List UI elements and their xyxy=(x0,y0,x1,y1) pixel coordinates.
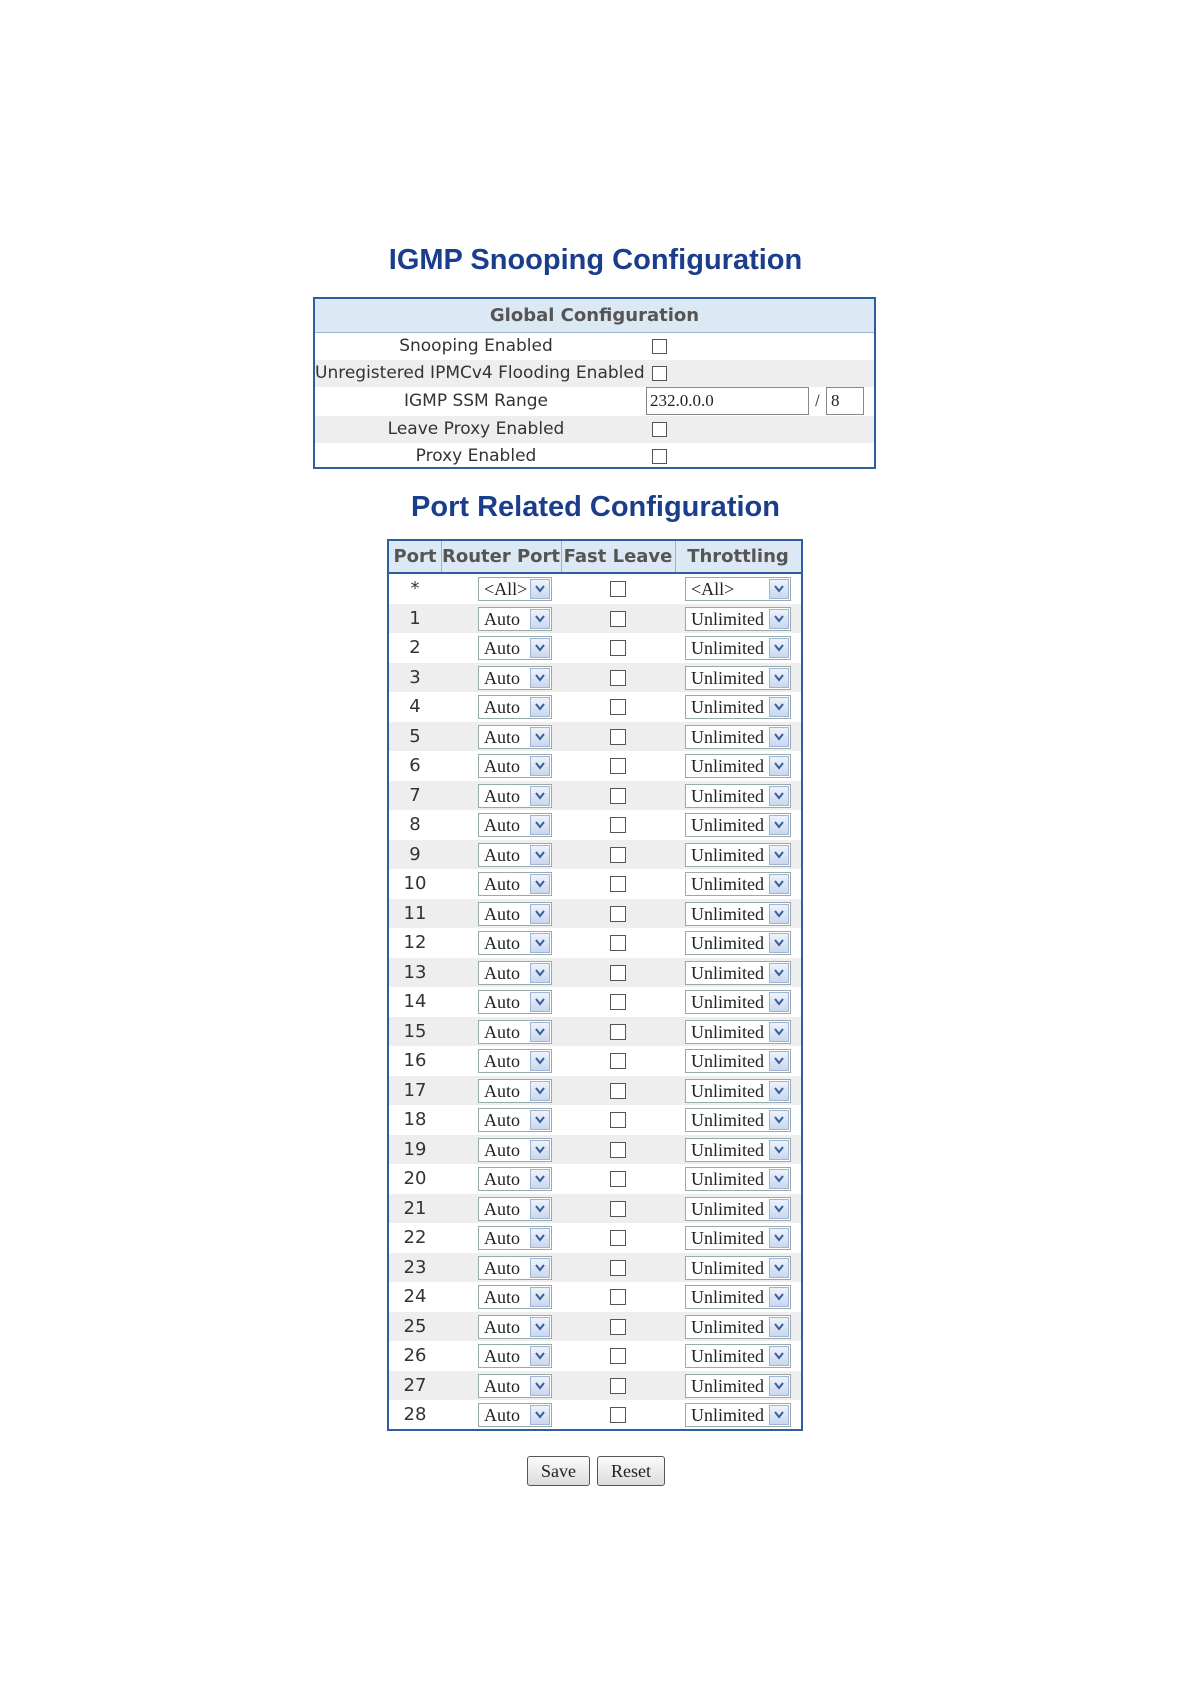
chevron-down-icon[interactable] xyxy=(530,1346,550,1366)
throttling-value: Unlimited xyxy=(691,756,764,776)
chevron-down-icon[interactable] xyxy=(530,609,550,629)
throttling-value: Unlimited xyxy=(691,1021,764,1042)
throttling-select[interactable] xyxy=(685,1315,791,1339)
port-number: 28 xyxy=(403,1404,427,1425)
table-row xyxy=(389,1046,801,1076)
chevron-down-icon[interactable] xyxy=(769,963,789,983)
table-row xyxy=(389,1135,801,1165)
chevron-down-icon[interactable] xyxy=(769,1199,789,1219)
router-port-select[interactable] xyxy=(478,695,552,719)
chevron-down-icon[interactable] xyxy=(530,1228,550,1248)
throttling-value: Unlimited xyxy=(691,697,764,717)
fast-leave-checkbox[interactable] xyxy=(610,729,626,745)
port-number: 20 xyxy=(403,1168,427,1189)
fast-leave-checkbox[interactable] xyxy=(610,1112,626,1128)
router-port-value: Auto xyxy=(484,1021,520,1042)
throttling-select[interactable] xyxy=(685,1049,791,1073)
throttling-value: Unlimited xyxy=(691,1051,764,1071)
proxy-enabled-row xyxy=(315,443,874,470)
table-row xyxy=(389,574,801,604)
fast-leave-checkbox[interactable] xyxy=(610,758,626,774)
chevron-down-icon[interactable] xyxy=(769,1081,789,1101)
port-number: 21 xyxy=(403,1197,427,1219)
router-port-select[interactable] xyxy=(478,784,552,808)
router-port-value: Auto xyxy=(484,1080,520,1101)
table-row xyxy=(389,899,801,929)
table-row xyxy=(389,633,801,663)
chevron-down-icon[interactable] xyxy=(530,904,550,924)
chevron-down-icon[interactable] xyxy=(530,1258,550,1278)
router-port-value: Auto xyxy=(484,874,520,894)
fast-leave-checkbox[interactable] xyxy=(610,699,626,715)
table-row xyxy=(389,1371,801,1401)
chevron-down-icon[interactable] xyxy=(769,874,789,894)
throttling-select[interactable] xyxy=(685,725,791,749)
throttling-value: Unlimited xyxy=(691,1316,764,1337)
chevron-down-icon[interactable] xyxy=(769,1228,789,1248)
table-row xyxy=(389,604,801,634)
router-port-value: Auto xyxy=(484,1257,520,1278)
chevron-down-icon[interactable] xyxy=(530,727,550,747)
port-number: * xyxy=(410,578,420,599)
throttling-value: Unlimited xyxy=(691,815,764,835)
router-port-value: Auto xyxy=(484,608,520,629)
chevron-down-icon[interactable] xyxy=(769,756,789,776)
table-row xyxy=(389,692,801,722)
chevron-down-icon[interactable] xyxy=(769,1051,789,1071)
throttling-value: Unlimited xyxy=(691,844,764,865)
fast-leave-checkbox[interactable] xyxy=(610,906,626,922)
global-configuration-header: Global Configuration xyxy=(315,299,874,333)
throttling-value: Unlimited xyxy=(691,1287,764,1307)
fast-leave-checkbox[interactable] xyxy=(610,1053,626,1069)
chevron-down-icon[interactable] xyxy=(530,933,550,953)
port-number: 1 xyxy=(409,607,421,629)
router-port-select[interactable] xyxy=(478,961,552,985)
throttling-value: Unlimited xyxy=(691,1257,764,1278)
throttling-select[interactable] xyxy=(685,754,791,778)
table-row xyxy=(389,869,801,899)
ssm-prefix-input[interactable]: 8 xyxy=(826,387,864,415)
router-port-value: Auto xyxy=(484,667,520,688)
throttling-select[interactable] xyxy=(685,843,791,867)
fast-leave-checkbox[interactable] xyxy=(610,1348,626,1364)
throttling-select[interactable] xyxy=(685,636,791,660)
proxy-enabled-label: Proxy Enabled xyxy=(415,446,537,466)
throttling-select[interactable] xyxy=(685,1256,791,1280)
router-port-select[interactable] xyxy=(478,636,552,660)
table-row xyxy=(389,987,801,1017)
ssm-range-row xyxy=(315,387,874,416)
throttling-select[interactable] xyxy=(685,931,791,955)
chevron-down-icon[interactable] xyxy=(769,609,789,629)
throttling-select[interactable] xyxy=(685,813,791,837)
port-number: 26 xyxy=(403,1345,427,1366)
global-configuration-table xyxy=(313,297,876,469)
fast-leave-checkbox[interactable] xyxy=(610,640,626,656)
leave-proxy-label: Leave Proxy Enabled xyxy=(387,419,565,439)
table-row xyxy=(389,781,801,811)
fast-leave-checkbox[interactable] xyxy=(610,1319,626,1335)
throttling-value: Unlimited xyxy=(691,726,764,747)
throttling-select[interactable] xyxy=(685,1226,791,1250)
save-button[interactable]: Save xyxy=(527,1456,590,1486)
chevron-down-icon[interactable] xyxy=(530,1140,550,1160)
chevron-down-icon[interactable] xyxy=(530,1405,550,1425)
router-port-value: Auto xyxy=(484,815,520,835)
chevron-down-icon[interactable] xyxy=(769,697,789,717)
throttling-value: Unlimited xyxy=(691,992,764,1012)
snooping-enabled-checkbox[interactable] xyxy=(652,339,667,354)
router-port-value: Auto xyxy=(484,1110,520,1130)
throttling-value: <All> xyxy=(691,579,735,599)
port-table-body xyxy=(389,574,801,1430)
chevron-down-icon[interactable] xyxy=(769,815,789,835)
router-port-select[interactable] xyxy=(478,1138,552,1162)
router-port-value: Auto xyxy=(484,638,520,658)
chevron-down-icon[interactable] xyxy=(769,904,789,924)
router-port-value: Auto xyxy=(484,1139,520,1160)
chevron-down-icon[interactable] xyxy=(769,1140,789,1160)
port-number: 18 xyxy=(403,1109,427,1130)
chevron-down-icon[interactable] xyxy=(530,638,550,658)
router-port-select[interactable] xyxy=(478,1256,552,1280)
fast-leave-checkbox[interactable] xyxy=(610,1289,626,1305)
port-number: 2 xyxy=(409,637,421,658)
port-number: 9 xyxy=(409,843,421,865)
port-number: 8 xyxy=(409,814,421,835)
router-port-value: Auto xyxy=(484,933,520,953)
router-port-value: Auto xyxy=(484,1228,520,1248)
table-row xyxy=(389,751,801,781)
chevron-down-icon[interactable] xyxy=(530,1022,550,1042)
router-port-value: Auto xyxy=(484,785,520,806)
port-number: 16 xyxy=(403,1050,427,1071)
port-number: 14 xyxy=(403,991,427,1012)
chevron-down-icon[interactable] xyxy=(530,874,550,894)
header-router-port: Router Port xyxy=(441,541,562,572)
port-number: 23 xyxy=(403,1256,427,1278)
router-port-value: Auto xyxy=(484,1051,520,1071)
router-port-select[interactable] xyxy=(478,902,552,926)
router-port-select[interactable] xyxy=(478,1079,552,1103)
table-row xyxy=(389,958,801,988)
table-row xyxy=(389,1312,801,1342)
throttling-value: Unlimited xyxy=(691,1346,764,1366)
router-port-value: Auto xyxy=(484,1346,520,1366)
snooping-enabled-label: Snooping Enabled xyxy=(399,336,553,356)
table-row xyxy=(389,1282,801,1312)
fast-leave-checkbox[interactable] xyxy=(610,1407,626,1423)
fast-leave-checkbox[interactable] xyxy=(610,994,626,1010)
throttling-select[interactable] xyxy=(685,1138,791,1162)
fast-leave-checkbox[interactable] xyxy=(610,1024,626,1040)
throttling-value: Unlimited xyxy=(691,667,764,688)
fast-leave-checkbox[interactable] xyxy=(610,670,626,686)
chevron-down-icon[interactable] xyxy=(769,579,789,599)
router-port-select[interactable] xyxy=(478,1226,552,1250)
chevron-down-icon[interactable] xyxy=(769,638,789,658)
router-port-select[interactable] xyxy=(478,813,552,837)
port-number: 25 xyxy=(403,1315,427,1337)
header-fast-leave: Fast Leave xyxy=(561,541,676,572)
port-section-title: Port Related Configuration xyxy=(411,491,780,523)
table-row xyxy=(389,1105,801,1135)
throttling-value: Unlimited xyxy=(691,933,764,953)
ssm-range-label: IGMP SSM Range xyxy=(403,391,549,411)
throttling-value: Unlimited xyxy=(691,874,764,894)
router-port-select[interactable] xyxy=(478,872,552,896)
throttling-value: Unlimited xyxy=(691,1110,764,1130)
fast-leave-checkbox[interactable] xyxy=(610,935,626,951)
router-port-select[interactable] xyxy=(478,1020,552,1044)
port-number: 3 xyxy=(409,666,421,688)
leave-proxy-checkbox[interactable] xyxy=(652,422,667,437)
header-throttling: Throttling xyxy=(687,546,789,567)
throttling-select[interactable] xyxy=(685,1167,791,1191)
chevron-down-icon[interactable] xyxy=(530,963,550,983)
chevron-down-icon[interactable] xyxy=(769,1405,789,1425)
table-row xyxy=(389,810,801,840)
ssm-separator: / xyxy=(815,393,820,409)
chevron-down-icon[interactable] xyxy=(769,786,789,806)
chevron-down-icon[interactable] xyxy=(769,1287,789,1307)
throttling-select[interactable] xyxy=(685,961,791,985)
router-port-select[interactable] xyxy=(478,1374,552,1398)
port-number: 15 xyxy=(403,1020,427,1042)
chevron-down-icon[interactable] xyxy=(530,845,550,865)
router-port-value: Auto xyxy=(484,1169,520,1189)
router-port-select[interactable] xyxy=(478,1403,552,1427)
chevron-down-icon[interactable] xyxy=(769,1258,789,1278)
throttling-select[interactable] xyxy=(685,695,791,719)
port-number: 6 xyxy=(409,755,421,776)
router-port-value: Auto xyxy=(484,726,520,747)
router-port-value: Auto xyxy=(484,756,520,776)
flooding-enabled-label: Unregistered IPMCv4 Flooding Enabled xyxy=(315,363,645,383)
router-port-select[interactable] xyxy=(478,1108,552,1132)
router-port-select[interactable] xyxy=(478,1049,552,1073)
throttling-value: Unlimited xyxy=(691,608,764,629)
chevron-down-icon[interactable] xyxy=(769,1346,789,1366)
chevron-down-icon[interactable] xyxy=(530,1081,550,1101)
chevron-down-icon[interactable] xyxy=(530,786,550,806)
throttling-select[interactable] xyxy=(685,577,791,601)
port-number: 24 xyxy=(403,1286,427,1307)
header-port: Port xyxy=(389,541,442,572)
throttling-value: Unlimited xyxy=(691,1375,764,1396)
table-row xyxy=(389,840,801,870)
chevron-down-icon[interactable] xyxy=(530,815,550,835)
chevron-down-icon[interactable] xyxy=(769,1022,789,1042)
chevron-down-icon[interactable] xyxy=(769,1169,789,1189)
port-number: 13 xyxy=(403,961,427,983)
chevron-down-icon[interactable] xyxy=(769,992,789,1012)
router-port-select[interactable] xyxy=(478,990,552,1014)
router-port-value: Auto xyxy=(484,1198,520,1219)
fast-leave-checkbox[interactable] xyxy=(610,1378,626,1394)
throttling-value: Unlimited xyxy=(691,1080,764,1101)
table-row xyxy=(389,1017,801,1047)
fast-leave-checkbox[interactable] xyxy=(610,965,626,981)
chevron-down-icon[interactable] xyxy=(769,727,789,747)
port-number: 11 xyxy=(403,902,427,924)
router-port-value: Auto xyxy=(484,903,520,924)
throttling-value: Unlimited xyxy=(691,1198,764,1219)
chevron-down-icon[interactable] xyxy=(769,1317,789,1337)
throttling-select[interactable] xyxy=(685,1020,791,1044)
chevron-down-icon[interactable] xyxy=(769,1376,789,1396)
table-row xyxy=(389,1223,801,1253)
table-row xyxy=(389,722,801,752)
port-number: 17 xyxy=(403,1079,427,1101)
throttling-select[interactable] xyxy=(685,784,791,808)
throttling-select[interactable] xyxy=(685,666,791,690)
router-port-select[interactable] xyxy=(478,577,552,601)
router-port-select[interactable] xyxy=(478,607,552,631)
router-port-select[interactable] xyxy=(478,666,552,690)
fast-leave-checkbox[interactable] xyxy=(610,1083,626,1099)
port-number: 7 xyxy=(409,784,421,806)
chevron-down-icon[interactable] xyxy=(530,756,550,776)
router-port-value: Auto xyxy=(484,1405,520,1425)
throttling-value: Unlimited xyxy=(691,1228,764,1248)
throttling-value: Unlimited xyxy=(691,1169,764,1189)
fast-leave-checkbox[interactable] xyxy=(610,611,626,627)
throttling-value: Unlimited xyxy=(691,638,764,658)
router-port-value: Auto xyxy=(484,1375,520,1396)
fast-leave-checkbox[interactable] xyxy=(610,1201,626,1217)
router-port-select[interactable] xyxy=(478,843,552,867)
chevron-down-icon[interactable] xyxy=(769,1110,789,1130)
throttling-select[interactable] xyxy=(685,1108,791,1132)
port-number: 5 xyxy=(409,725,421,747)
table-row xyxy=(389,663,801,693)
throttling-value: Unlimited xyxy=(691,1405,764,1425)
chevron-down-icon[interactable] xyxy=(530,1317,550,1337)
table-row xyxy=(389,1076,801,1106)
router-port-select[interactable] xyxy=(478,754,552,778)
router-port-select[interactable] xyxy=(478,1167,552,1191)
throttling-value: Unlimited xyxy=(691,962,764,983)
chevron-down-icon[interactable] xyxy=(530,1287,550,1307)
throttling-value: Unlimited xyxy=(691,1139,764,1160)
table-row xyxy=(389,1341,801,1371)
chevron-down-icon[interactable] xyxy=(530,992,550,1012)
reset-button[interactable]: Reset xyxy=(597,1456,665,1486)
fast-leave-checkbox[interactable] xyxy=(610,788,626,804)
router-port-select[interactable] xyxy=(478,1285,552,1309)
flooding-enabled-row xyxy=(315,360,874,387)
table-row xyxy=(389,1253,801,1283)
throttling-value: Unlimited xyxy=(691,903,764,924)
throttling-select[interactable] xyxy=(685,1079,791,1103)
router-port-select[interactable] xyxy=(478,1344,552,1368)
port-number: 27 xyxy=(403,1374,427,1396)
chevron-down-icon[interactable] xyxy=(530,1110,550,1130)
fast-leave-checkbox[interactable] xyxy=(610,876,626,892)
snooping-enabled-row xyxy=(315,333,874,360)
port-number: 19 xyxy=(403,1138,427,1160)
fast-leave-checkbox[interactable] xyxy=(610,1142,626,1158)
router-port-select[interactable] xyxy=(478,725,552,749)
flooding-enabled-checkbox[interactable] xyxy=(652,366,667,381)
port-configuration-table xyxy=(387,539,803,1431)
throttling-select[interactable] xyxy=(685,902,791,926)
router-port-value: Auto xyxy=(484,962,520,983)
chevron-down-icon[interactable] xyxy=(530,1051,550,1071)
chevron-down-icon[interactable] xyxy=(769,845,789,865)
chevron-down-icon[interactable] xyxy=(530,668,550,688)
port-number: 12 xyxy=(403,932,427,953)
throttling-select[interactable] xyxy=(685,607,791,631)
throttling-select[interactable] xyxy=(685,872,791,896)
throttling-select[interactable] xyxy=(685,1344,791,1368)
page-title: IGMP Snooping Configuration xyxy=(388,244,803,276)
router-port-value: Auto xyxy=(484,844,520,865)
port-number: 4 xyxy=(409,696,421,717)
chevron-down-icon[interactable] xyxy=(530,697,550,717)
fast-leave-checkbox[interactable] xyxy=(610,847,626,863)
table-row xyxy=(389,1194,801,1224)
port-number: 22 xyxy=(403,1227,427,1248)
router-port-select[interactable] xyxy=(478,1197,552,1221)
chevron-down-icon[interactable] xyxy=(530,1199,550,1219)
chevron-down-icon[interactable] xyxy=(769,668,789,688)
proxy-enabled-checkbox[interactable] xyxy=(652,449,667,464)
throttling-select[interactable] xyxy=(685,1374,791,1398)
throttling-value: Unlimited xyxy=(691,785,764,806)
router-port-value: Auto xyxy=(484,992,520,1012)
throttling-select[interactable] xyxy=(685,990,791,1014)
ssm-address-input[interactable]: 232.0.0.0 xyxy=(646,387,809,415)
chevron-down-icon[interactable] xyxy=(530,579,550,599)
chevron-down-icon[interactable] xyxy=(530,1169,550,1189)
router-port-value: <All> xyxy=(484,579,528,599)
throttling-select[interactable] xyxy=(685,1285,791,1309)
throttling-select[interactable] xyxy=(685,1403,791,1427)
router-port-select[interactable] xyxy=(478,931,552,955)
port-table-header xyxy=(389,541,801,574)
throttling-select[interactable] xyxy=(685,1197,791,1221)
router-port-select[interactable] xyxy=(478,1315,552,1339)
table-row xyxy=(389,1400,801,1430)
fast-leave-checkbox[interactable] xyxy=(610,581,626,597)
leave-proxy-row xyxy=(315,416,874,443)
router-port-value: Auto xyxy=(484,1287,520,1307)
router-port-value: Auto xyxy=(484,1316,520,1337)
port-number: 10 xyxy=(403,873,427,894)
table-row xyxy=(389,928,801,958)
fast-leave-checkbox[interactable] xyxy=(610,1171,626,1187)
chevron-down-icon[interactable] xyxy=(530,1376,550,1396)
fast-leave-checkbox[interactable] xyxy=(610,817,626,833)
fast-leave-checkbox[interactable] xyxy=(610,1260,626,1276)
fast-leave-checkbox[interactable] xyxy=(610,1230,626,1246)
chevron-down-icon[interactable] xyxy=(769,933,789,953)
table-row xyxy=(389,1164,801,1194)
router-port-value: Auto xyxy=(484,697,520,717)
